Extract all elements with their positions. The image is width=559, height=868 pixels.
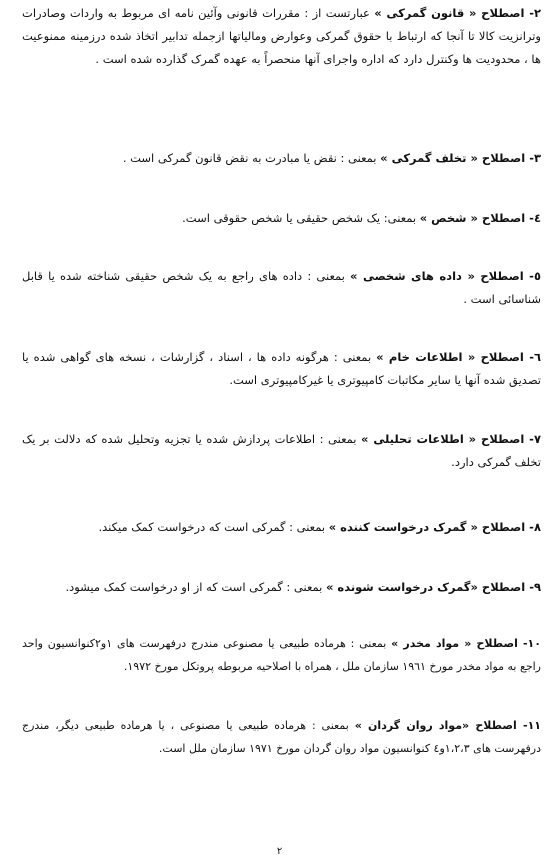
- definition-narcotic-drugs: [22, 632, 541, 678]
- definition-personal-data: [22, 265, 541, 311]
- term-heading: ۱۱- اصطلاح «مواد روان گردان »: [354, 719, 541, 732]
- term-definition: بمعنی : داده های راجع به یک شخص حقیقی شناخته شده یا قابل شناسائی است .: [22, 269, 541, 306]
- term-definition: بمعنی : هرماده طبیعی یا مصنوعی ، یا هرماده طبیعی دیگر، مندرج درفهرست های ۱،۲،۳و٤ کنوانسیون مواد روان گردان مورخ ۱۹۷۱ سازمان ملل است.: [22, 719, 541, 755]
- page-number: ۲: [276, 846, 283, 857]
- definition-customs-law: [22, 2, 541, 71]
- term-definition: عبارتست از : مقررات قانونی وآئین نامه ای مربوط به واردات وصادرات وترانزیت کالا تا آنجا که ارتباط با حقوق گمرکی وعوارض ومالیاتها ازجمله تدابیر اتخاذ شده درزمینه ممنوعیت ها ، محدودیت ها وکنترل دارد که اداره واجرای آنها منحصراً به عهده گمرک گذارده شده است .: [22, 6, 541, 66]
- term-heading: ٤- اصطلاح « شخص »: [419, 211, 541, 225]
- term-definition: بمعنی : گمرکی است که از او درخواست کمک میشود.: [65, 580, 326, 594]
- term-heading: ٦- اصطلاح « اطلاعات خام »: [376, 350, 541, 364]
- term-heading: ٥- اصطلاح « داده های شخصی »: [350, 269, 541, 283]
- term-definition: بمعنی : نقض یا مبادرت به نقض قانون گمرکی است .: [122, 151, 381, 165]
- term-heading: ۱۰- اصطلاح « مواد مخدر »: [391, 637, 541, 650]
- definition-requested-customs: [22, 576, 541, 599]
- term-heading: ۹- اصطلاح «گمرک درخواست شونده »: [326, 580, 541, 594]
- definition-raw-information: [22, 346, 541, 392]
- definition-analytical-information: [22, 428, 541, 474]
- definition-person: [22, 207, 541, 230]
- term-definition: بمعنی : هرماده طبیعی یا مصنوعی مندرج درفهرست های ۱و۲کنوانسیون واحد راجع به مواد مخدر مورخ ۱۹٦۱ سازمان ملل ، همراه با اصلاحیه مربوطه پروتکل مورخ ۱۹۷۲.: [22, 637, 541, 673]
- definition-customs-offence: [22, 147, 541, 170]
- term-heading: ۸- اصطلاح « گمرک درخواست کننده »: [328, 520, 541, 534]
- term-heading: ۳- اصطلاح « تخلف گمرکی »: [380, 151, 541, 165]
- term-heading: ۲- اصطلاح « قانون گمرکی »: [374, 6, 541, 20]
- term-definition: بمعنی : هرگونه داده ها ، اسناد ، گزارشات ، نسخه های گواهی شده یا تصدیق شده آنها یا سایر مکاتبات کامپیوتری یا غیرکامپیوتری است.: [22, 350, 541, 387]
- term-heading: ۷- اصطلاح « اطلاعات تحلیلی »: [361, 432, 541, 446]
- definition-requesting-customs: [22, 516, 541, 539]
- definition-psychotropic-substances: [22, 714, 541, 760]
- term-definition: بمعنی : گمرکی است که درخواست کمک میکند.: [98, 520, 329, 534]
- term-definition: بمعنی : اطلاعات پردازش شده یا تجزیه وتحلیل شده که دلالت بر یک تخلف گمرکی دارد.: [22, 432, 541, 469]
- term-definition: بمعنی: یک شخص حقیقی یا شخص حقوقی است.: [182, 211, 420, 225]
